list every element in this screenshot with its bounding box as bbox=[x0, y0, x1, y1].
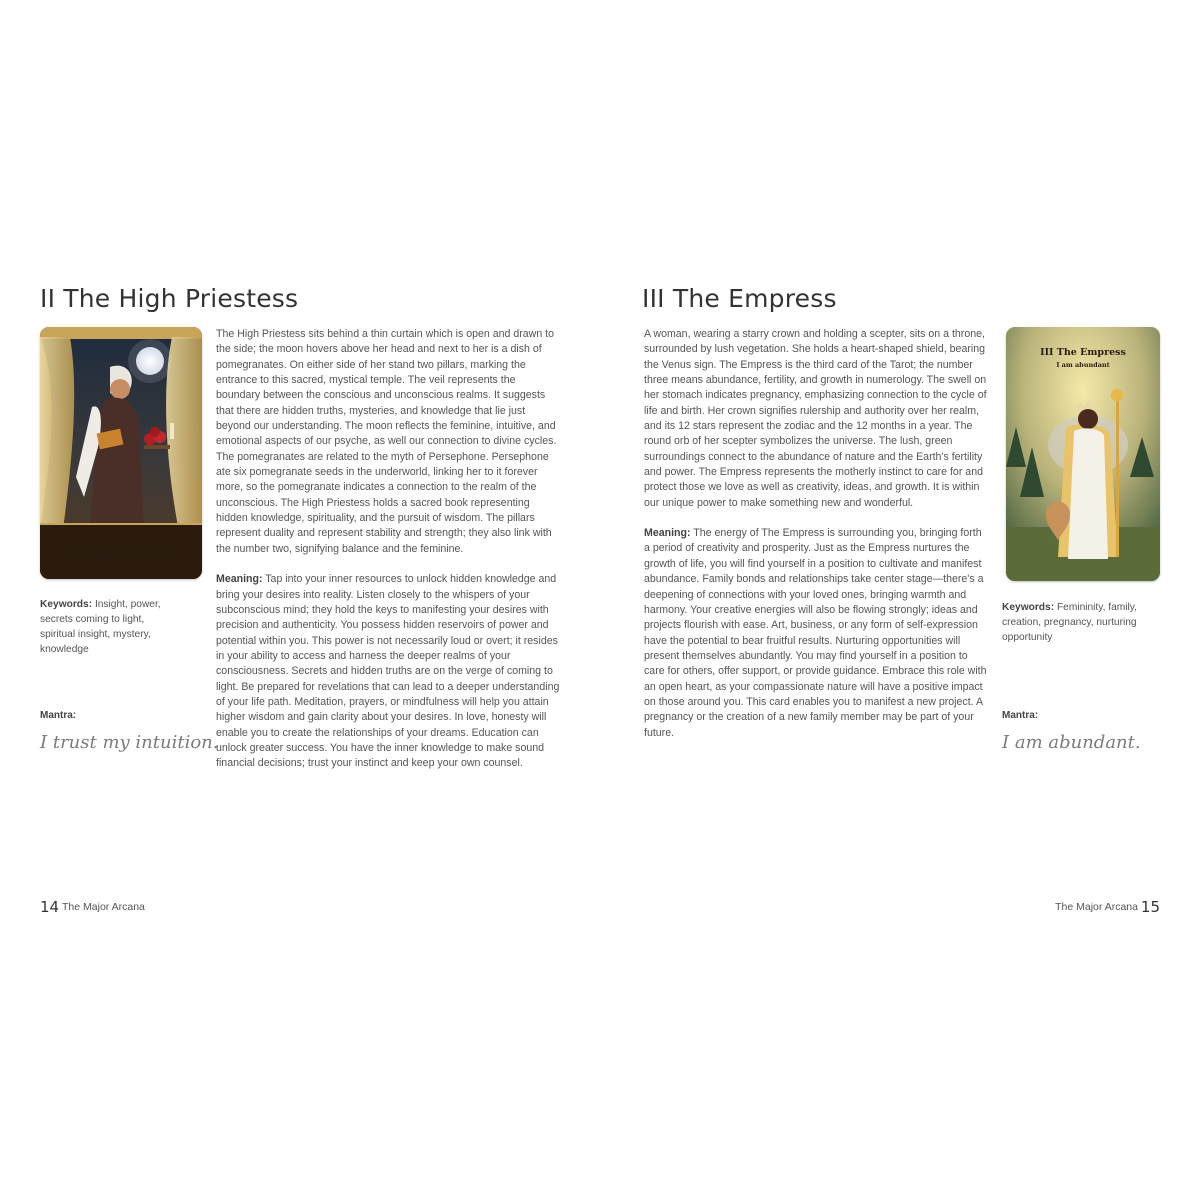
right-page bbox=[600, 0, 1200, 1200]
card-title: II The High Priestess bbox=[61, 548, 181, 559]
meaning-text: Tap into your inner resources to unlock hidden knowledge and bring your desires into reality. Listen closely to the whispers of your subconscious mind; they hold the keys to manifesting your desires with precision and authenticity. You possess hidden reservoirs of power and potential within you. This power is not necessarily loud or overt; it resides in your ability to access and harness the deeper realms of your consciousness. Secrets and hidden truths are on the verge of coming to light. Be prepared for revelations that can lead to a deeper understanding of your life path. Meditation, prayers, or mindfulness will help you attain higher wisdom and gain clarity about your desires. In love, honesty will enable you to create the relationships of your dreams. Education can unlock greater success. You have the inner knowledge to make sound financial decisions; trust your instinct and keep your own counsel. bbox=[216, 573, 560, 770]
keywords-block bbox=[1002, 600, 1162, 645]
high-priestess-card-art bbox=[40, 327, 202, 579]
meaning-paragraph bbox=[644, 526, 988, 741]
card-description-block bbox=[216, 327, 562, 772]
mantra-text: I trust my intuition. bbox=[40, 732, 219, 753]
meaning-text: The energy of The Empress is surrounding you, bringing forth a period of creativity and prosperity. Just as the Empress nurtures the growth of life, you will find yourself in a position to cultivate and manifest abundance. Family bonds and relationships take center stage—there's a deepening of connections with your loved ones, bringing warmth and harmony. Your creative energies will also be flowing strongly; ideas and projects flourish with ease. Art, business, or any form of self-expression have the potential to bear fruitful results. Nurturing opportunities will present themselves abundantly. You may find yourself in a position to care for others, offer support, or provide guidance. Embrace this role with an open heart, as your compassionate nature will have a positive impact on those around you. This card enables you to manifest a new project. A pregnancy or the creation of a new family member may be part of your future. bbox=[644, 527, 987, 739]
running-head: The Major Arcana bbox=[62, 901, 145, 913]
page-number: 15 bbox=[1140, 898, 1160, 916]
keywords-text: Femininity, family, creation, pregnancy, nurturing opportunity bbox=[1002, 602, 1137, 643]
page-footer bbox=[40, 898, 145, 916]
empress-card-illustration bbox=[1006, 327, 1160, 581]
mantra-label: Mantra: bbox=[1002, 710, 1039, 721]
card-description-block bbox=[644, 327, 988, 741]
keywords-label: Keywords: bbox=[40, 599, 93, 610]
card-subtitle: I trust my intuition bbox=[87, 563, 155, 571]
keywords-block bbox=[40, 597, 170, 657]
meaning-paragraph bbox=[216, 572, 562, 771]
page-footer bbox=[1055, 898, 1160, 916]
keywords-label: Keywords: bbox=[1002, 602, 1055, 613]
card-subtitle: I am abundant bbox=[1056, 361, 1110, 369]
mantra-text: I am abundant. bbox=[1002, 732, 1141, 753]
mantra-label: Mantra: bbox=[40, 710, 77, 721]
high-priestess-card-illustration bbox=[40, 327, 202, 579]
keywords-text: Insight, power, secrets coming to light, spiritual insight, mystery, knowledge bbox=[40, 599, 161, 655]
description-paragraph: The High Priestess sits behind a thin curtain which is open and drawn to the side; the moon hovers above her head and next to her is a dish of pomegranates. On either side of her stand two pillars, marking the entrance to this sacred, mystical temple. The veil represents the boundary between the conscious and unconscious realms. It suggests that there are hidden truths, mysteries, and knowledge that lie just beyond our understanding. The moon reflects the feminine, intuitive, and emotional aspects of our psyche, as well our connection to divine cycles. The pomegranates are related to the myth of Persephone. Persephone ate six pomegranate seeds in the underworld, linking her to it forever more, so the pomegranate indicates a connection to the realm of the unconscious. The High Priestess holds a sacred book representing hidden knowledge, spirituality, and the pursuit of wisdom. The pillars represent duality and represent stability and strength; they also link with the number two, signifying balance and the feminine. bbox=[216, 328, 557, 555]
running-head: The Major Arcana bbox=[1055, 901, 1138, 913]
description-paragraph: A woman, wearing a starry crown and holding a scepter, sits on a throne, surrounded by lush vegetation. She holds a heart-shaped shield, bearing the Venus sign. The Empress is the third card of the Tarot; the number three means abundance, fertility, and growth in numerology. The swell on her stomach indicates pregnancy, emphasizing connection to the cycle of life and birth. Her crown signifies rulership and authority over her realm, and its 12 stars represent the zodiac and the 12 months in a year. The round orb of her scepter symbolizes the universe. The lush, green surroundings connect to the abundance of nature and the Earth's fertility and power. The Empress represents the motherly instinct to care for and protect those we love as well as creativity, ideas, and growth. It is within our unique power to make something new and wonderful. bbox=[644, 328, 987, 509]
page-title: III The Empress bbox=[642, 284, 837, 313]
page-number: 14 bbox=[40, 898, 60, 916]
meaning-label: Meaning: bbox=[216, 573, 263, 586]
meaning-label: Meaning: bbox=[644, 527, 691, 540]
card-title: III The Empress bbox=[1040, 347, 1126, 358]
page-title: II The High Priestess bbox=[40, 284, 299, 313]
